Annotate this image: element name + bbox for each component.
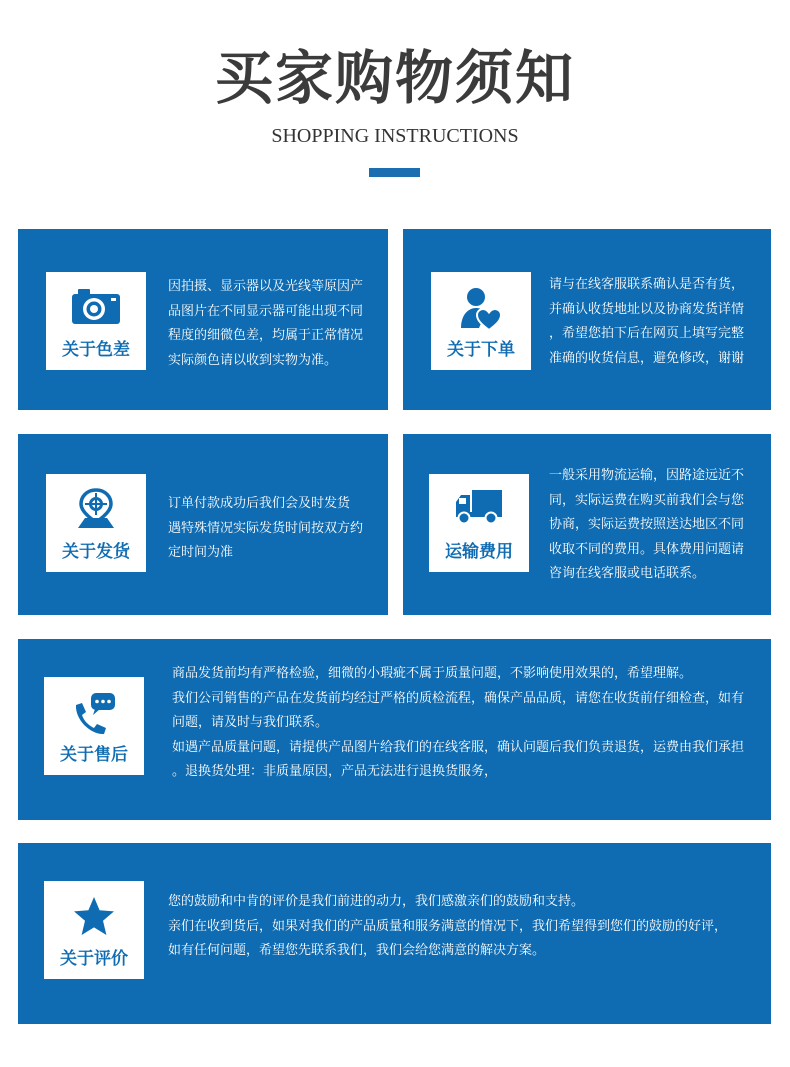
card-freight (403, 434, 771, 615)
text-line: 我们公司销售的产品在发货前均经过严格的质检流程，确保产品品质，请您在收货前仔细检查，如有 (172, 690, 745, 706)
card-label: 关于售后 (60, 745, 128, 765)
card-text (168, 890, 762, 964)
page-subtitle: SHOPPING INSTRUCTIONS (271, 125, 519, 147)
text-line: 协商，实际运费按照送达地区不同 (549, 517, 745, 532)
text-line: 。退换货处理：非质量原因，产品无法进行退换货服务， (172, 764, 498, 779)
location-pin-icon (76, 488, 116, 530)
text-line: ，希望您拍下后在网页上填写完整 (549, 326, 745, 341)
camera-icon (70, 286, 122, 326)
card-label: 运输费用 (445, 542, 513, 562)
card-label: 关于评价 (60, 949, 128, 969)
card-label: 关于下单 (447, 340, 515, 360)
icon-box-after-sales (44, 677, 144, 775)
text-line: 问题，请及时与我们联系。 (172, 715, 329, 730)
card-label: 关于发货 (62, 542, 130, 562)
card-text (168, 492, 378, 566)
icon-box-color-difference (46, 272, 146, 370)
text-line: 准确的收货信息，避免修改，谢谢 (549, 350, 745, 366)
card-text (549, 273, 763, 371)
text-line: 遇特殊情况实际发货时间按双方约 (168, 520, 364, 536)
star-icon (72, 895, 116, 937)
text-line: 一般采用物流运输，因路途远近不 (549, 468, 745, 483)
text-line: 定时间为准 (168, 545, 234, 560)
text-line: 品图片在不同显示器可能出现不同 (168, 303, 364, 319)
card-review (18, 843, 771, 1024)
card-text (168, 275, 378, 373)
text-line: 咨询在线客服或电话联系。 (549, 566, 706, 581)
icon-box-shipping (46, 474, 146, 572)
phone-chat-icon (71, 691, 117, 737)
text-line: 同，实际运费在购买前我们会与您 (549, 492, 745, 508)
page-title: 买家购物须知 (214, 44, 575, 112)
text-line: 请与在线客服联系确认是否有货， (549, 277, 745, 292)
text-line: 实际颜色请以收到实物为准。 (168, 352, 338, 368)
text-line: 并确认收货地址以及协商发货详情 (549, 301, 745, 317)
text-line: 如有任何问题，希望您先联系我们，我们会给您满意的解决方案。 (168, 943, 546, 958)
text-line: 收取不同的费用。具体费用问题请 (549, 541, 745, 557)
card-shipping (18, 434, 388, 615)
card-label: 关于色差 (62, 340, 130, 360)
icon-box-order (431, 272, 531, 370)
user-heart-icon (459, 286, 503, 332)
card-text (172, 662, 762, 785)
text-line: 程度的细微色差，均属于正常情况 (168, 328, 364, 343)
truck-icon (454, 488, 504, 526)
page-header (0, 0, 790, 220)
text-line: 因拍摄、显示器以及光线等原因产 (168, 279, 364, 294)
card-text (549, 464, 763, 587)
title-accent-bar (369, 168, 420, 177)
text-line: 商品发货前均有严格检验，细微的小瑕疵不属于质量问题，不影响使用效果的，希望理解。 (172, 666, 693, 681)
text-line: 您的鼓励和中肯的评价是我们前进的动力，我们感激亲们的鼓励和支持。 (168, 894, 585, 909)
card-after-sales (18, 639, 771, 820)
text-line: 亲们在收到货后，如果对我们的产品质量和服务满意的情况下，我们希望得到您们的鼓励的好评， (168, 918, 728, 934)
icon-box-review (44, 881, 144, 979)
card-color-difference (18, 229, 388, 410)
text-line: 订单付款成功后我们会及时发货 (168, 496, 351, 511)
card-order (403, 229, 771, 410)
icon-box-freight (429, 474, 529, 572)
text-line: 如遇产品质量问题，请提供产品图片给我们的在线客服，确认问题后我们负责退货，运费由我们承担 (172, 739, 745, 755)
